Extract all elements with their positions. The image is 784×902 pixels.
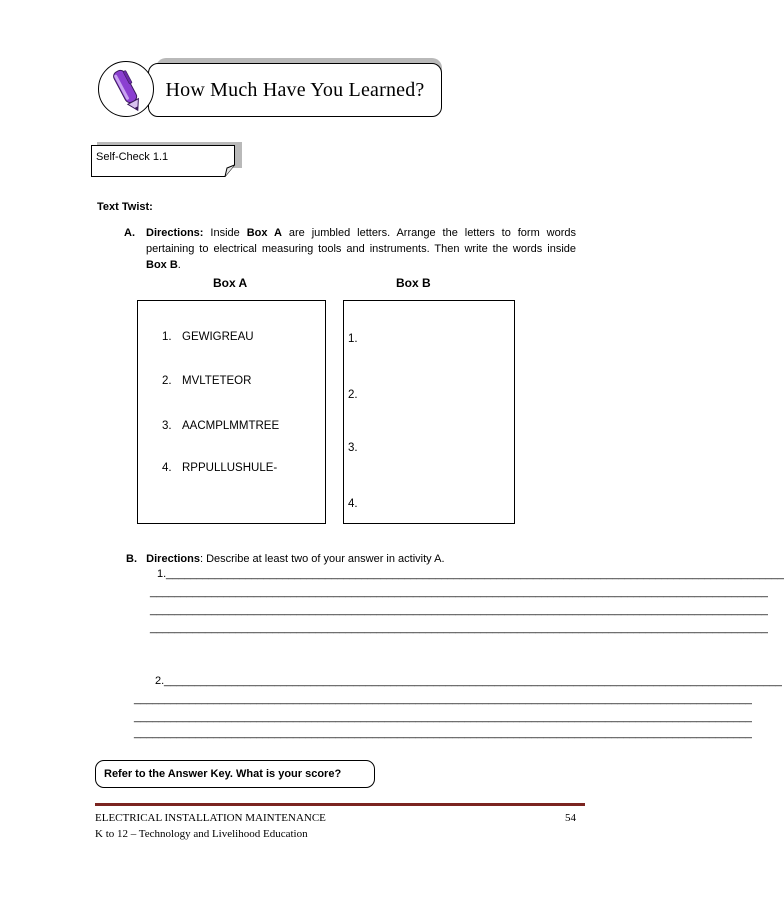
part-b-marker: B. <box>126 553 137 565</box>
part-b-directions <box>126 553 445 565</box>
page-title: How Much Have You Learned? <box>165 78 425 101</box>
part-a-text-1: Inside <box>203 227 247 239</box>
footer-rule <box>95 803 585 806</box>
box-b-item: 4. <box>348 498 358 510</box>
footer-program: K to 12 – Technology and Livelihood Education <box>95 828 308 840</box>
box-b-item: 1. <box>348 333 358 345</box>
box-b-ref: Box B <box>146 259 178 271</box>
part-b-text: : Describe at least two of your answer in activity A. <box>199 553 445 565</box>
answer-1-label: 1. <box>157 568 167 580</box>
box-a-item: 2. MVLTETEOR <box>162 375 252 387</box>
part-a-directions-label: Directions: <box>146 227 204 239</box>
part-b-directions-label: Directions <box>146 553 200 565</box>
box-a-item: 4. RPPULLUSHULE- <box>162 462 278 474</box>
section-title: Text Twist: <box>97 201 153 213</box>
box-b-item: 3. <box>348 442 358 454</box>
part-a-marker: A. <box>124 227 135 239</box>
part-a-directions <box>124 225 577 273</box>
answer-line: _____________________________________________________________________________________________________ <box>134 711 752 723</box>
page-number: 54 <box>565 812 576 824</box>
answer-line: _____________________________________________________________________________________________________ <box>150 586 768 598</box>
pen-icon <box>99 62 155 118</box>
answer-line: _____________________________________________________________________________________________________ <box>166 568 784 580</box>
answer-line: _____________________________________________________________________________________________________ <box>134 693 752 705</box>
pen-icon-badge <box>98 61 154 117</box>
footer-course: ELECTRICAL INSTALLATION MAINTENANCE <box>95 812 326 824</box>
answer-line: _____________________________________________________________________________________________________ <box>134 727 752 739</box>
answer-line: _____________________________________________________________________________________________________ <box>164 675 782 687</box>
box-a-item: 1. GEWIGREAU <box>162 331 254 343</box>
answer-line: _____________________________________________________________________________________________________ <box>150 604 768 616</box>
box-b <box>343 300 515 524</box>
box-b-item: 2. <box>348 389 358 401</box>
part-a-text-2: are jumbled letters. Arrange the letters to form words pertaining to electrical measuring tools and instruments. Then write the words inside <box>146 227 577 255</box>
answer-key-callout: Refer to the Answer Key. What is your score? <box>95 760 375 788</box>
answer-2-label: 2. <box>155 675 165 687</box>
answer-line: _____________________________________________________________________________________________________ <box>150 622 768 634</box>
part-a-text-3: . <box>177 259 181 271</box>
box-a-header: Box A <box>213 276 248 290</box>
box-b-header: Box B <box>396 276 431 290</box>
box-a-ref: Box A <box>246 227 282 239</box>
self-check-label: Self-Check 1.1 <box>96 151 169 163</box>
box-a-item: 3. AACMPLMMTREE <box>162 420 280 432</box>
